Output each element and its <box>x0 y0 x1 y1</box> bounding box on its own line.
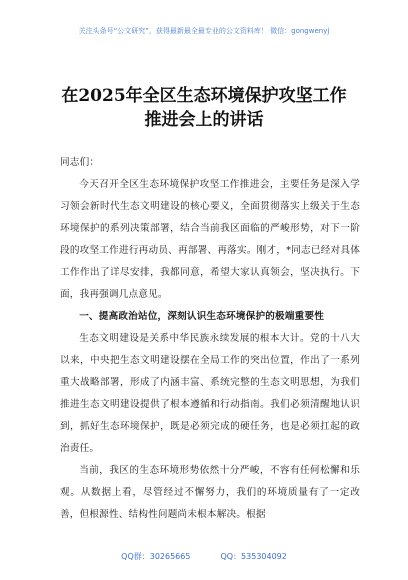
salutation: 同志们： <box>60 157 100 168</box>
header-promo-note: 关注头条号“公文研究”，获得最新最全最专业的公文资料库！ 微信：gongwenyj <box>78 27 330 35</box>
document-title-line-1: 在2025年全区生态环境保护攻坚工作 <box>61 86 347 106</box>
section-heading-1: 一、提高政治站位，深刻认识生态环境保护的极端重要性 <box>79 311 325 322</box>
document-body <box>60 152 360 526</box>
document-title <box>20 84 388 132</box>
footer-qq: QQ：535304092 <box>220 552 287 561</box>
document-title-line-2: 推进会上的讲话 <box>144 110 264 130</box>
footer-contact <box>0 551 408 562</box>
footer-qq-group: QQ群：30265665 <box>121 552 191 561</box>
paragraph-situation: 当前，我区的生态环境形势依然十分严峻，不容有任何松懈和乐观。从数据上看，尽管经过不懈努力，我们的环境质量有了一定改善，但根源性、结构性问题尚未根本解决。根据 <box>60 465 360 520</box>
paragraph-intro: 今天召开全区生态环境保护攻坚工作推进会，主要任务是深入学习领会新时代生态文明建设的核心要义，全面贯彻落实上级关于生态环境保护的系列决策部署，结合当前我区面临的严峻形势，对下一阶段的攻坚工作进行再动员、再部署、再落实。刚才，*同志已经对具体工作作出了详尽安排，我都同意，希望大家认真领会，坚决执行。下面，我再强调几点意见。 <box>60 179 360 300</box>
paragraph-section-1: 生态文明建设是关系中华民族永续发展的根本大计。党的十八大以来，中央把生态文明建设摆在全局工作的突出位置，作出了一系列重大战略部署，形成了内涵丰富、系统完整的生态文明思想，为我们推进生态文明建设提供了根本遵循和行动指南。我们必须清醒地认识到，抓好生态环境保护，既是必须完成的硬任务，也是必须扛起的政治责任。 <box>60 333 360 454</box>
